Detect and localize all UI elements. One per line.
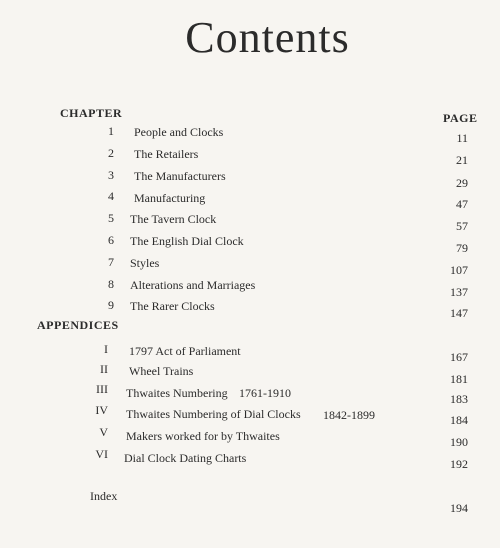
appendix-number: I xyxy=(104,342,108,356)
chapter-title: The Manufacturers xyxy=(134,169,226,183)
index-title: Index xyxy=(90,489,118,503)
chapter-page: 79 xyxy=(456,241,468,255)
page-title: Contents xyxy=(185,13,350,62)
appendix-number: V xyxy=(99,425,108,439)
index-page: 194 xyxy=(450,501,468,515)
page-header: PAGE xyxy=(443,111,478,125)
appendices-header: APPENDICES xyxy=(37,318,119,332)
chapter-number: 2 xyxy=(108,146,114,160)
chapter-page: 29 xyxy=(456,176,468,190)
chapter-title: Manufacturing xyxy=(134,191,206,205)
chapter-title: Styles xyxy=(130,256,160,270)
appendix-page: 192 xyxy=(450,457,468,471)
appendix-title: 1797 Act of Parliament xyxy=(129,344,241,358)
chapter-header: CHAPTER xyxy=(60,106,123,120)
appendix-page: 184 xyxy=(450,413,468,427)
chapter-number: 3 xyxy=(108,168,114,182)
appendix-page: 183 xyxy=(450,392,468,406)
chapter-number: 5 xyxy=(108,211,114,225)
appendix-title: Makers worked for by Thwaites xyxy=(126,429,280,443)
appendix-date-range: 1842-1899 xyxy=(323,408,375,422)
chapter-number: 6 xyxy=(108,233,114,247)
chapter-page: 47 xyxy=(456,197,468,211)
appendix-page: 190 xyxy=(450,435,468,449)
chapter-title: Alterations and Marriages xyxy=(130,278,256,292)
appendix-title: Dial Clock Dating Charts xyxy=(124,451,247,465)
appendix-page: 181 xyxy=(450,372,468,386)
appendix-number: II xyxy=(100,362,108,376)
chapter-number: 7 xyxy=(108,255,114,269)
appendix-title: Thwaites Numbering xyxy=(126,386,228,400)
appendix-date-range: 1761-1910 xyxy=(239,386,291,400)
appendix-number: VI xyxy=(95,447,108,461)
chapter-number: 8 xyxy=(108,277,114,291)
chapter-title: The English Dial Clock xyxy=(130,234,244,248)
chapter-title: The Rarer Clocks xyxy=(130,299,215,313)
appendix-page: 167 xyxy=(450,350,468,364)
chapter-title: The Tavern Clock xyxy=(130,212,217,226)
appendix-title: Wheel Trains xyxy=(129,364,194,378)
appendix-number: IV xyxy=(95,403,108,417)
chapter-number: 9 xyxy=(108,298,114,312)
chapter-page: 57 xyxy=(456,219,468,233)
chapter-page: 147 xyxy=(450,306,468,320)
chapter-page: 137 xyxy=(450,285,468,299)
chapter-title: The Retailers xyxy=(134,147,199,161)
chapter-page: 107 xyxy=(450,263,468,277)
chapter-page: 11 xyxy=(456,131,468,145)
chapter-number: 4 xyxy=(108,189,114,203)
chapter-number: 1 xyxy=(108,124,114,138)
appendix-title: Thwaites Numbering of Dial Clocks xyxy=(126,407,301,421)
chapter-title: People and Clocks xyxy=(134,125,224,139)
appendix-number: III xyxy=(96,382,108,396)
chapter-page: 21 xyxy=(456,153,468,167)
